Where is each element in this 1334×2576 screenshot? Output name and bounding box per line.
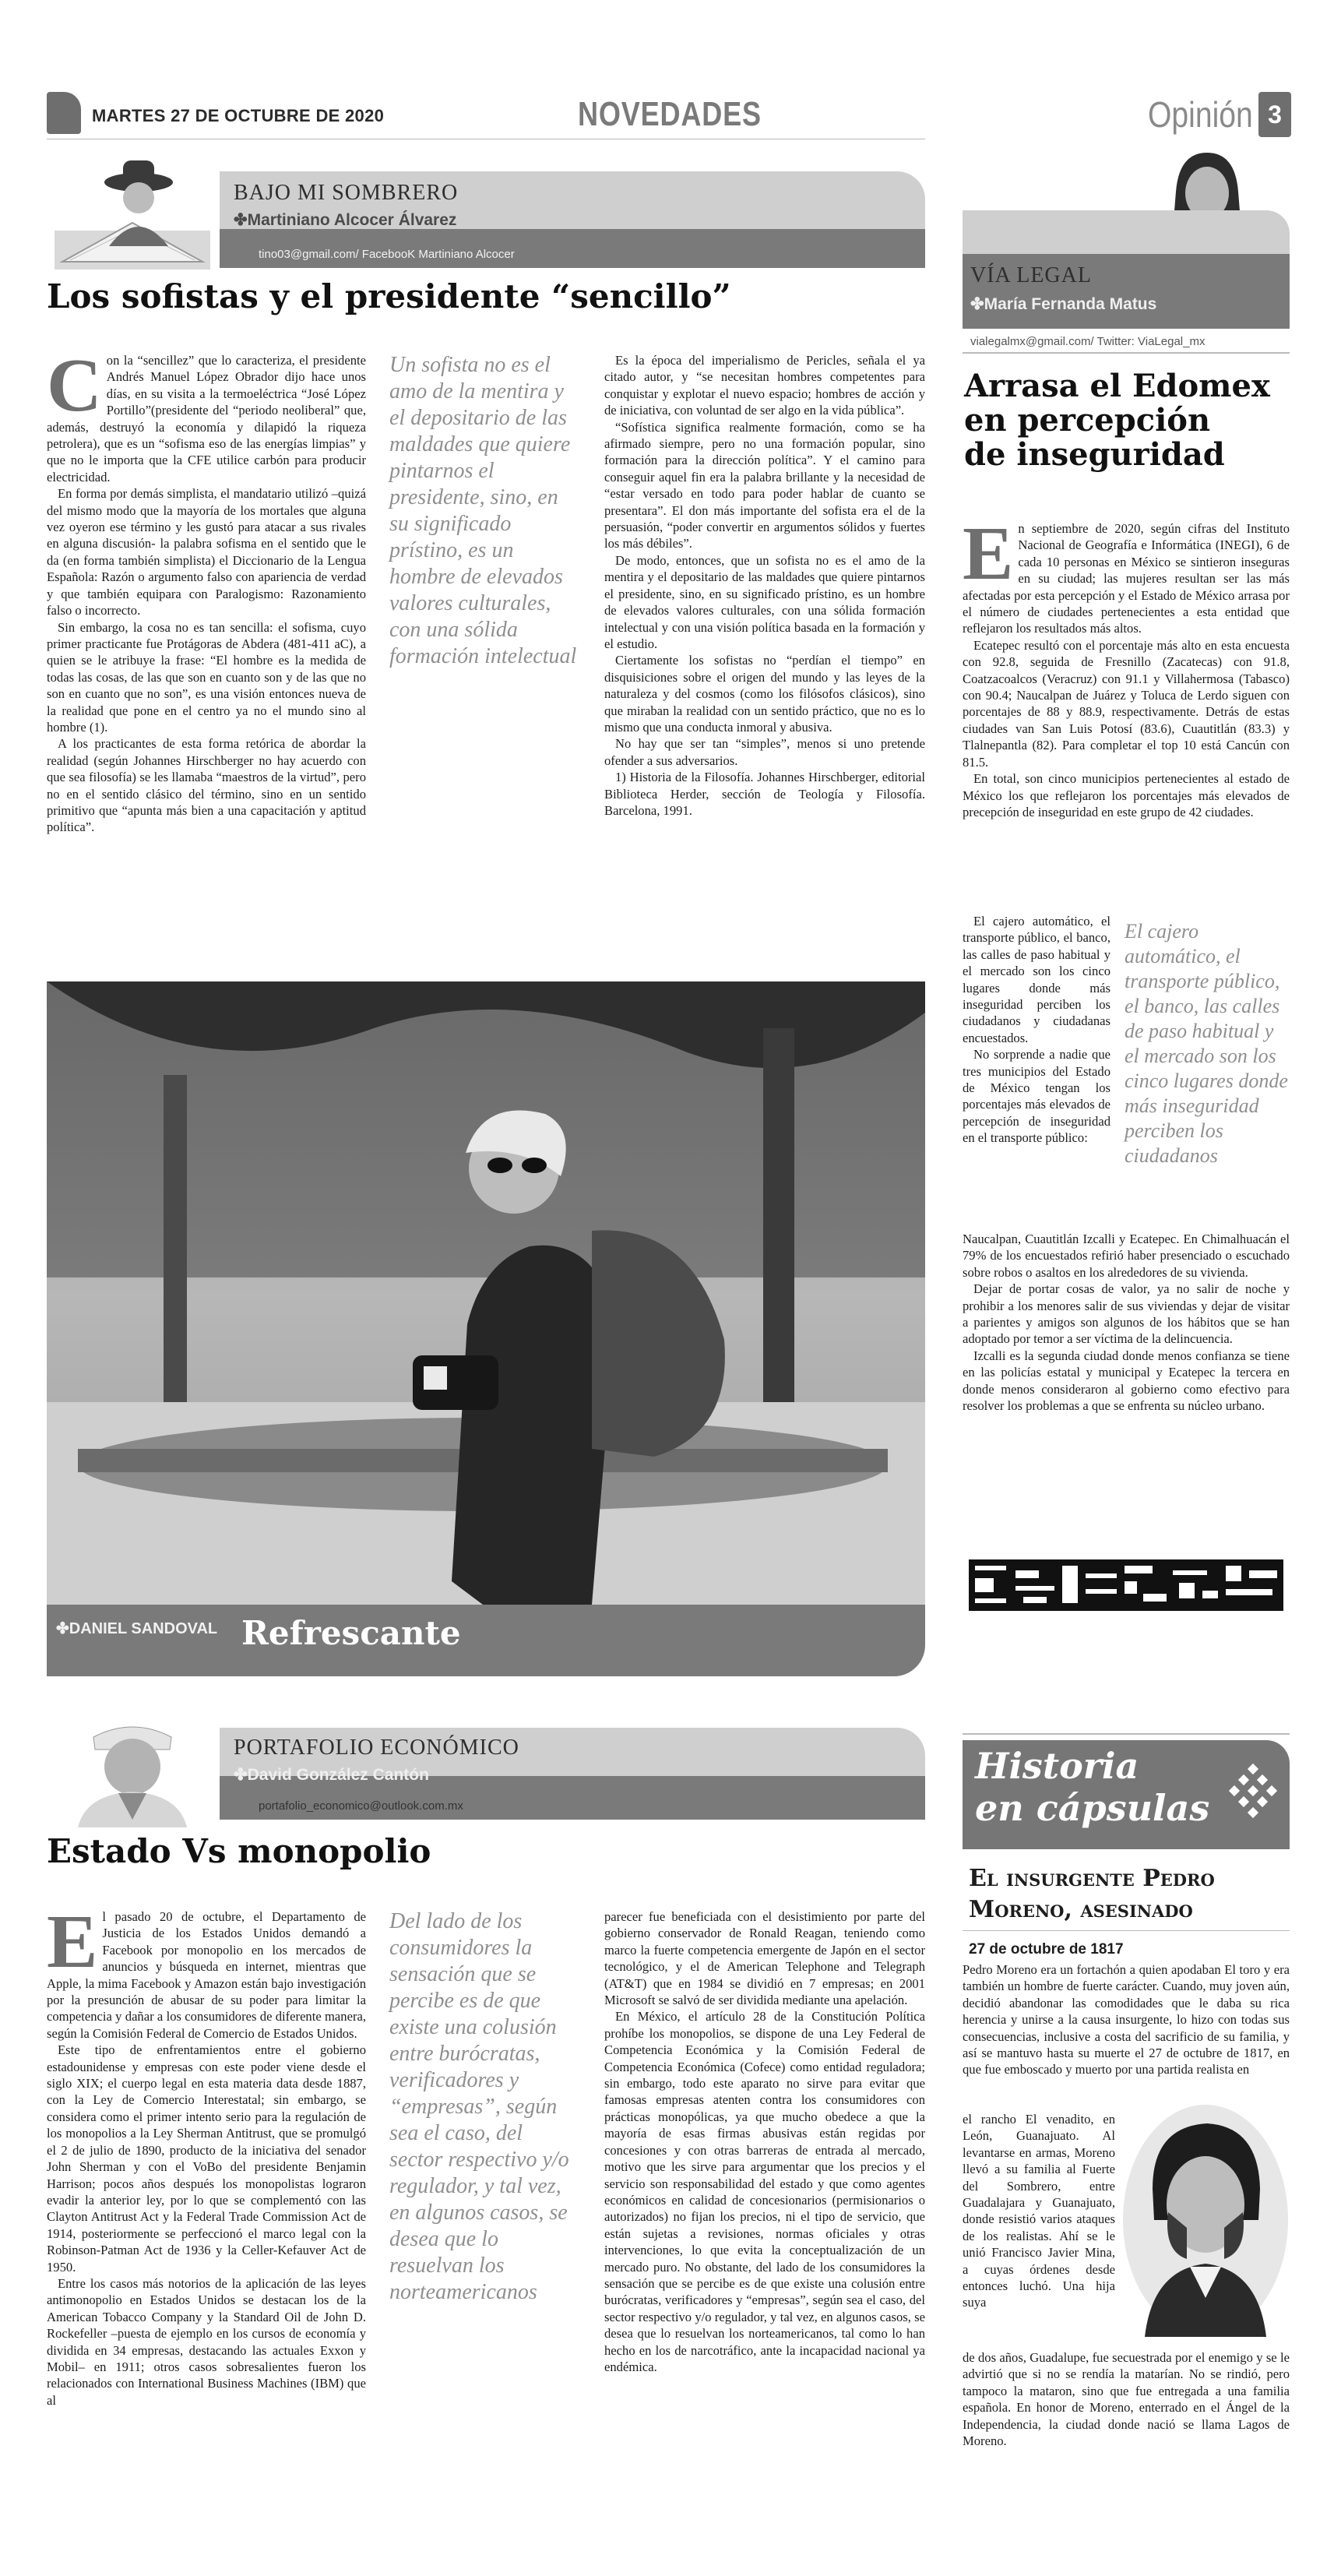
paragraph: n septiembre de 2020, según cifras del Instituto Nacional de Geografía e Informática (INEGI), 6 de cada 10 personas en México se sintieron inseguras en su ciudad; las mujeres resultan ser las más afectadas por esta percepción y el Estado de México arrasa por el número de ciudades pertenecientes a esta entidad que reflejaron los resultados más altos. xyxy=(963,521,1290,636)
paragraph: Es la época del imperialismo de Pericles, señala el ya citado autor, y “se necesitan hombres competentes para conquistar y explotar el nuevo espacio; hombres de acción y de iniciativa, con voluntad de ser algo en la vida pública”. xyxy=(604,353,925,418)
section-name: Opinión xyxy=(1148,94,1253,135)
author-photo-gonzalez xyxy=(47,1703,218,1827)
paragraph: on la “sencillez” que lo caracteriza, el presidente Andrés Manuel López Obrador dijo hace unos días, en su visita a la termoeléctrica “José López Portillo”(presidente del “periodo neoliberal” que, además, destruyó la economía y dilapidó la riqueza petrolera), que es un “sofisma eso de las energías limpias” y que no le importa que la CFE utilice carbón para producir electricidad. xyxy=(47,353,366,485)
column-rule xyxy=(963,352,1290,354)
paragraph: En forma por demás simplista, el mandatario utilizó –quizá del mismo modo que la mayoría de los mortales que alguna vez oyeron ese término y les gustó para atacar a sus rivales en alguna discusión- la palabra sofisma en el sentido que le da (en forma también simplista) el Diccionario de la Lengua Española: Razón o argumento falso con apariencia de verdad y que también equipara con Paralogismo: Razonamiento falso o incorrecto. xyxy=(47,486,366,618)
historia-rule xyxy=(963,1930,1290,1931)
historia-headline-line: El insurgente Pedro xyxy=(969,1865,1215,1892)
paragraph: l pasado 20 de octubre, el Departamento de Justicia de los Estados Unidos demandó a Facebook por monopolio en los mercados de anuncios y búsqueda en internet, mientras que Apple, la mima Facebook y Amazon están bajo investigación por la presunción de abusar de su poder para limitar la competencia y dañar a los consumidores de diferente manera, según la Comisión Federal de Comercio de Estados Unidos. xyxy=(47,1909,366,2041)
paragraph: En México, el artículo 28 de la Constitución Política prohíbe los monopolios, se dispone de una Ley Federal de Competencia Económica y la Comisión Federal de Competencia Económica (Cofece) como entidad reguladora; sin embargo, todo este aparato no sirve para evitar que famosas empresas atenten contra los consumidores con prácticas monopólicas, ya que mucho obedece a que la mayoría de esas firmas abusivas están regidas por concesiones y con otras barreras de entrada al mercado, motivo que les sirve para argumentar que los precios y el servicio son responsabilidad del estado y que como agentes económicos en calidad de concesionarios (permisionarios o autorizados) no fijan los precios, ni el tipo de servicio, que están sujetas a revisiones, normas oficiales y otras intervenciones, lo que evita la conceptualización de un mercado puro. No obstante, del lado de los consumidores la sensación que se percibe es de que existe una colusión entre burócratas, verificadores y “empresas”, según sea el caso, del sector respectivo y/o regulador, y tal vez, en algunos casos, se desea que lo resuelvan los norteamericanos, tal como lo han hecho en los de narcotráfico, ante la incapacidad nacional ya endémica. xyxy=(604,2009,925,2374)
paragraph: “Sofística significa realmente formación, como se ha afirmado siempre, pero no una formación popular, sino formación para la dirección política”. Y el camino para conseguir aquel fin era la palabra brillante y la necesidad de “estar versado en todo para poder hablar de cuanto se presentara”. El don más importante del sofista era el de la persuasión, “poder convertir en argumentos sólidos y fuertes los más débiles”. xyxy=(604,419,925,551)
historia-body-bottom xyxy=(963,2349,1290,2449)
historia-body-full xyxy=(963,1961,1290,2078)
edition-date: MARTES 27 DE OCTUBRE DE 2020 xyxy=(92,106,385,125)
column-banner-via-legal xyxy=(963,210,1290,255)
column-author: ✤María Fernanda Matus xyxy=(970,295,1157,313)
headline-line: de inseguridad xyxy=(964,436,1225,473)
pull-quote-edomex: El cajero automático, el transporte público, el banco, las calles de paso habitual y el mercado son los cinco lugares donde más inseguridad perciben los ciudadanos xyxy=(1125,920,1288,1167)
paragraph: Naucalpan, Cuautitlán Izcalli y Ecatepec. En Chimalhuacán el 79% de los encuestados refirió haber presenciado o escuchado sobre robos o asaltos en los alrededores de su vivienda. xyxy=(963,1232,1290,1280)
paragraph: No sorprende a nadie que tres municipios del Estado de México tengan los porcentajes más elevados de percepción de inseguridad en el transporte público: xyxy=(963,1047,1110,1146)
paragraph: Sin embargo, la cosa no es tan sencilla: el sofisma, cuyo primer practicante fue Protágoras de Abdera (481-411 aC), a quien se le atribuye la frase: “El hombre es la medida de todas las cosas, de las que son en cuanto son y de las que no son en cuanto que no son”, es una visión entonces nueva de la realidad que pone en el centro ya no el mundo sino al hombre (1). xyxy=(47,619,366,735)
article-headline-edomex xyxy=(964,369,1270,472)
diamond-ornament-icon xyxy=(1227,1762,1277,1824)
author-photo-alcocer xyxy=(47,145,218,270)
page-number: 3 xyxy=(1258,92,1291,137)
paragraph: de dos años, Guadalupe, fue secuestrada por el enemigo y se le advirtió que si no se rendía la matarían. No se rindió, pero tampoco la mataron, sino que fue entregada a una familia española. En honor de Moreno, enterrado en el Ángel de la Independencia, la ciudad donde nació se llama Lagos de Moreno. xyxy=(963,2350,1290,2449)
paragraph: 1) Historia de la Filosofía. Johannes Hirschberger, editorial Biblioteca Herder, sección de Teología y Filosofía. Barcelona, 1991. xyxy=(604,770,925,818)
column-title: VÍA LEGAL xyxy=(970,263,1092,287)
photo-caption-bar xyxy=(47,1605,925,1676)
photo-refrescante xyxy=(47,981,925,1605)
column-contact: portafolio_economico@outlook.com.mx xyxy=(259,1799,463,1813)
portrait-pedro-moreno xyxy=(1121,2103,1290,2337)
paragraph: Entre los casos más notorios de la aplicación de las leyes antimonopolio en Estados Unidos se destacan los de la American Tobacco Company y la Standard Oil de John D. Rockefeller –puesta de ejemplo en los cursos de economía y dividida en 34 empresas, destacando las actuales Exxon y Mobil– en 1911; otros casos sobresalientes fueron los relacionados con International Business Machines (IBM) que al xyxy=(47,2275,366,2408)
headline-line: en percepción xyxy=(964,402,1211,439)
article-headline-monopolio: Estado Vs monopolio xyxy=(47,1832,431,1870)
article-body-sofistas-right xyxy=(604,352,925,819)
historia-headline-line: Moreno, asesinado xyxy=(969,1896,1193,1923)
photo-credit: ✤DANIEL SANDOVAL xyxy=(56,1620,218,1637)
dropcap: E xyxy=(963,512,1014,596)
paragraph: Este tipo de enfrentamientos entre el gobierno estadounidense y empresas con este poder viene desde el siglo XIX; el cuerpo legal en esta materia data desde 1887, con la Ley de Comercio Interestatal; sin embargo, se considera como el primer intento serio para la regulación de los monopolios a la Ley Sherman Antitrust, que se promulgó el 2 de julio de 1890, producto de la iniciativa del senador John Sherman y con el VoBo del presidente Benjamin Harrison; pocos años después los monopolistas lograron evadir la anterior ley, por lo que se complementó con las Clayton Antitrust Act y la Federal Trade Commission Act de 1914, posteriormente se perfeccionó el marco legal con la Robinson-Patman Act de 1936 y la Celler-Kefauver Act de 1950. xyxy=(47,2042,366,2275)
photo-caption: Refrescante xyxy=(241,1614,461,1652)
article-body-edomex-narrow xyxy=(963,913,1110,1147)
article-headline-sofistas: Los sofistas y el presidente “sencillo” xyxy=(47,277,731,315)
paragraph: parecer fue beneficiada con el desistimiento por parte del gobierno conservador de Ronald Reagan, teniendo como marco la fuerte competencia emergente de Japón en el sector tecnológico, y el de American Telephone and Telegraph (AT&T) que en 1984 se dividió en 7 empresas; en 2001 Microsoft se salvó de ser dividida mediante una apelación. xyxy=(604,1909,925,2008)
headline-line: Arrasa el Edomex xyxy=(964,368,1270,404)
ornament-pattern xyxy=(969,1555,1283,1616)
historia-body-narrow xyxy=(963,2111,1115,2311)
article-body-sofistas-left xyxy=(47,344,366,836)
article-body-monopolio-left xyxy=(47,1900,366,2409)
paragraph: De modo, entonces, que un sofista no es el amo de la mentira y el depositario de las maldades que quiere pintarnos el presidente, sino, en su significado prístino, es un hombre de elevados valores culturales, con una sólida formación intelectual y con una visión política basada en la formación y el estudio. xyxy=(604,552,925,651)
dropcap: C xyxy=(47,344,102,428)
newspaper-brand: NOVEDADES xyxy=(578,95,762,133)
pull-quote-monopolio: Del lado de los consumidores la sensación que se percibe es de que existe una colusión entre burócratas, verificadores y “empresas”, según sea el caso, del sector respectivo y/o regulador, y tal vez, en algunos casos, se desea que lo resuelvan los norteamericanos xyxy=(389,1909,569,2304)
paragraph: Pedro Moreno era un fortachón a quien apodaban El toro y era también un hombre de fuerte carácter. Cuando, muy joven aún, decidió abandonar las comodidades que le daba su rica herencia y unirse a la causa insurgente, lo hizo con todas sus consecuencias, inclusive a costa del sacrificio de su familia, y así se mantuvo hasta su muerte el 27 de octubre de 1817, en que fue emboscado y muerto por una partida realista en xyxy=(963,1962,1290,2077)
article-body-monopolio-right xyxy=(604,1908,925,2375)
paragraph: el rancho El venadito, en León, Guanajuato. Al levantarse en armas, Moreno llevó a su familia al Fuerte del Sombrero, entre Guadalajara y Guanajuato, donde resistió varios ataques de los realistas. Ahí se le unió Francisco Javier Mina, a cuyas órdenes desde entonces luchó. Una hija suya xyxy=(963,2112,1115,2310)
historia-date: 27 de octubre de 1817 xyxy=(969,1941,1124,1958)
paragraph: Ecatepec resultó con el porcentaje más alto en esta encuesta con 92.8, seguida de Fresnillo (Zacatecas) con 91.8, Coatzacoalcos (Veracruz) con 91.1 y Villahermosa (Tabasco) con 90.4; Naucalpan de Juárez y Toluca de Lerdo siguen con porcentajes de 88 y 88.9, respectivamente. Detrás de estas ciudades van San Luis Potosí (83.6), Cuautitlán (83.3) y Tlalnepantla (82). Para completar el top 10 está Cancún con 81.5. xyxy=(963,637,1290,770)
column-title: PORTAFOLIO ECONÓMICO xyxy=(234,1736,519,1760)
column-contact: tino03@gmail.com/ FacebooK Martiniano Alcocer xyxy=(259,248,515,261)
column-author: ✤David González Cantón xyxy=(234,1766,429,1784)
historia-title-line: Historia xyxy=(975,1745,1139,1787)
paragraph: El cajero automático, el transporte público, el banco, las calles de paso habitual y el mercado son los cinco lugares donde más inseguridad perciben los ciudadanos y ciudadanas encuestados. xyxy=(963,914,1110,1045)
column-contact: vialegalmx@gmail.com/ Twitter: ViaLegal_mx xyxy=(970,335,1206,348)
column-author: ✤Martiniano Alcocer Álvarez xyxy=(234,211,457,229)
column-title: BAJO MI SOMBRERO xyxy=(234,181,459,205)
paragraph: A los practicantes de esta forma retórica de abordar la realidad (según Johannes Hirschberger no hay acuerdo con que sea filosofía) se les llamaba “maestros de la virtud”, pero no en el sentido clásico del término, sino en un sentido primitivo que “apunta más bien a una capacitación y aptitud política”. xyxy=(47,736,366,835)
historia-top-rule xyxy=(963,1733,1290,1735)
historia-title-line: en cápsulas xyxy=(975,1787,1210,1829)
historia-headline xyxy=(969,1863,1215,1926)
paragraph: Dejar de portar cosas de valor, ya no salir de noche y prohibir a los menores salir de sus viviendas y dejar de visitar a parientes y amigos son algunos de los hábitos que se han adoptado por temor a ser víctima de la delincuencia. xyxy=(963,1281,1290,1347)
article-body-edomex-top xyxy=(963,512,1290,820)
article-body-edomex-bottom xyxy=(963,1231,1290,1414)
header-tab-decoration xyxy=(47,92,81,134)
paragraph: Izcalli es la segunda ciudad donde menos confianza se tiene en las policías estatal y municipal y Ecatepec la tercera en donde menos consideraron al gobierno como efectivo para resolver los problemas a que se enfrenta su núcleo urbano. xyxy=(963,1348,1290,1414)
paragraph: No hay que ser tan “simples”, menos si uno pretende ofender a sus adversarios. xyxy=(604,736,925,768)
historia-title xyxy=(975,1745,1209,1829)
paragraph: Ciertamente los sofistas no “perdían el tiempo” en disquisiciones sobre el origen del mundo y las leyes de la naturaleza y del cosmos (como los filósofos clásicos), sino que miraban la realidad con un sentido práctico, que no es lo mismo que una conducta inmoral y abusiva. xyxy=(604,653,925,735)
pull-quote-sofistas: Un sofista no es el amo de la mentira y el depositario de las maldades que quiere pintarnos el presidente, sino, en su significado prístino, es un hombre de elevados valores culturales, con una sólida formación intelectual xyxy=(389,353,577,668)
paragraph: En total, son cinco municipios pertenecientes al estado de México los que reflejaron los porcentajes más elevados de precepción de inseguridad en este grupo de 42 ciudades. xyxy=(963,771,1290,819)
dropcap: E xyxy=(47,1900,98,1984)
